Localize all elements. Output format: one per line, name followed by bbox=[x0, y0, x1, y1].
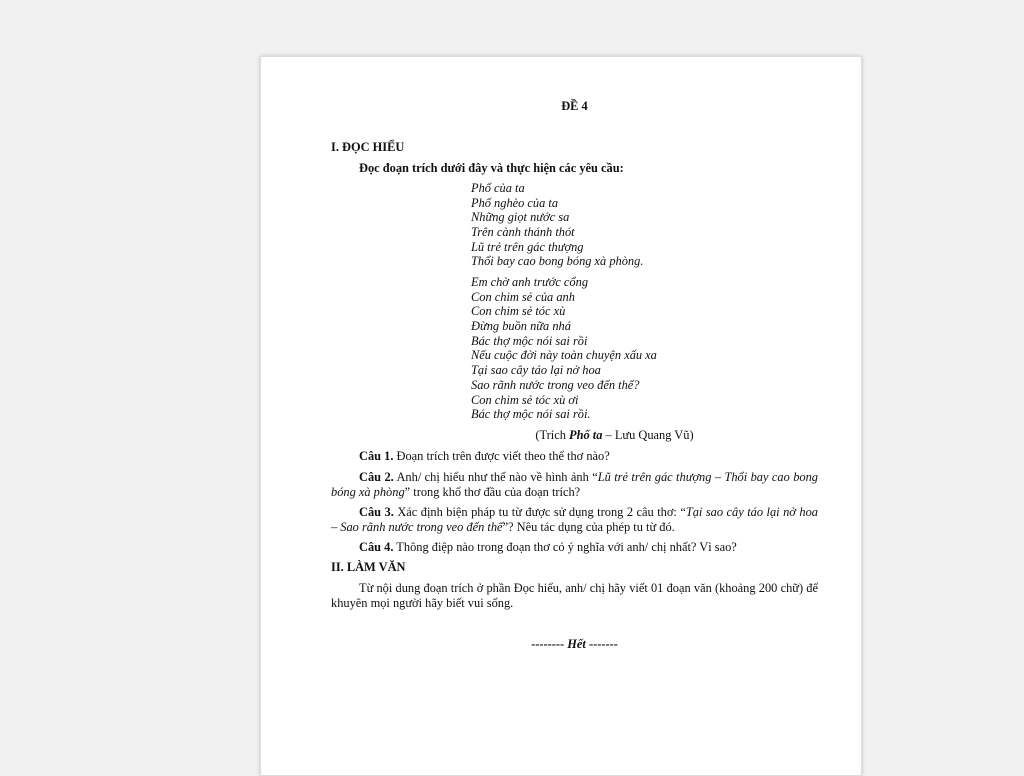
poem-line: Bác thợ mộc nói sai rồi bbox=[471, 333, 588, 348]
question-text: Đoạn trích trên được viết theo thể thơ nào? bbox=[393, 449, 610, 463]
question-2 bbox=[331, 470, 818, 500]
document-page bbox=[260, 56, 862, 776]
question-label: Câu 3. bbox=[359, 505, 394, 519]
question-text-after: ”? Nêu tác dụng của phép tu từ đó. bbox=[502, 520, 675, 534]
question-1 bbox=[331, 449, 818, 464]
poem-line: Những giọt nước sa bbox=[471, 210, 570, 225]
poem-line: Tại sao cây táo lại nở hoa bbox=[471, 363, 601, 378]
section1-heading: I. ĐỌC HIỂU bbox=[331, 140, 405, 154]
section2-heading: II. LÀM VĂN bbox=[331, 560, 406, 574]
poem-line: Trên cành thánh thót bbox=[471, 225, 575, 240]
question-label: Câu 2. bbox=[359, 470, 394, 484]
question-text: Thông điệp nào trong đoạn thơ có ý nghĩa với anh/ chị nhất? Vì sao? bbox=[393, 540, 737, 554]
poem-line: Bác thợ mộc nói sai rồi. bbox=[471, 407, 591, 422]
source-prefix: (Trích bbox=[535, 428, 570, 442]
source-suffix: – Lưu Quang Vũ) bbox=[602, 428, 694, 442]
question-quote: Tại sao cây táo lại nở hoa – Sao rãnh nước trong veo đến thế bbox=[331, 505, 818, 534]
question-label: Câu 1. bbox=[359, 449, 394, 463]
writing-prompt: Từ nội dung đoạn trích ở phần Đọc hiểu, anh/ chị hãy viết 01 đoạn văn (khoảng 200 chữ) để khuyên mọi người hãy biết vui sống. bbox=[331, 581, 818, 610]
question-text-before: Anh/ chị hiểu như thế nào về hình ảnh “ bbox=[393, 470, 598, 484]
poem-source bbox=[331, 428, 818, 443]
question-text-before: Xác định biện pháp tu từ được sử dụng trong 2 câu thơ: “ bbox=[393, 505, 686, 519]
poem-line: Con chim sẻ tóc xù bbox=[471, 304, 566, 319]
poem-line: Phố nghèo của ta bbox=[471, 195, 559, 210]
poem-line: Con chim sẻ của anh bbox=[471, 289, 575, 304]
instruction: Đọc đoạn trích dưới đây và thực hiện các yêu cầu: bbox=[359, 161, 624, 175]
question-text-after: ” trong khổ thơ đầu của đoạn trích? bbox=[404, 485, 581, 499]
poem-line: Sao rãnh nước trong veo đến thế? bbox=[471, 377, 640, 392]
poem-line: Đừng buồn nữa nhá bbox=[471, 319, 571, 334]
poem-line: Phố của ta bbox=[471, 181, 525, 195]
exam-title: ĐỀ 4 bbox=[561, 99, 588, 113]
end-dashes-right: ------- bbox=[585, 637, 618, 651]
question-3 bbox=[331, 505, 818, 535]
poem-line: Em chờ anh trước cổng bbox=[471, 275, 589, 289]
poem-line: Con chim sẻ tóc xù ơi bbox=[471, 392, 579, 407]
source-title: Phố ta bbox=[569, 428, 603, 442]
question-label: Câu 4. bbox=[359, 540, 394, 554]
end-word: Hết bbox=[567, 637, 586, 651]
end-marker bbox=[331, 637, 818, 652]
question-4 bbox=[331, 540, 818, 555]
question-quote: Lũ trẻ trên gác thượng – Thổi bay cao bong bóng xà phòng bbox=[331, 470, 818, 499]
end-dashes-left: -------- bbox=[531, 637, 568, 651]
poem-line: Lũ trẻ trên gác thượng bbox=[471, 239, 584, 254]
poem-line: Nếu cuộc đời này toàn chuyện xấu xa bbox=[471, 348, 657, 363]
poem-stanza-2 bbox=[471, 275, 657, 422]
poem-stanza-1 bbox=[471, 181, 643, 269]
poem-line: Thổi bay cao bong bóng xà phòng. bbox=[471, 254, 644, 269]
